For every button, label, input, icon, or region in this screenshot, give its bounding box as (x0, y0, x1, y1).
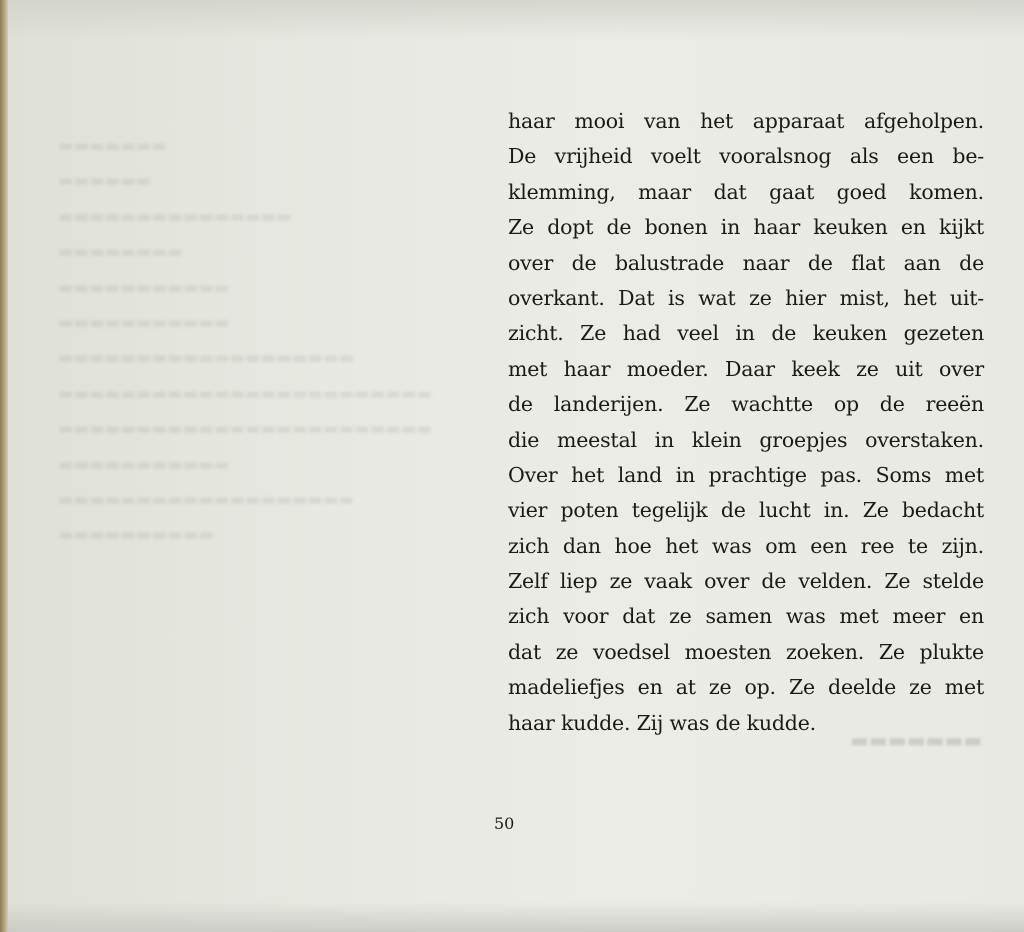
text-line: Zelf liep ze vaak over de velden. Ze stelde (508, 569, 984, 594)
text-line: haar mooi van het apparaat afgeholpen. (508, 109, 984, 133)
reverse-side-show-through: ▬▬▬▬▬▬▬ ▬▬▬▬▬▬ ▬▬▬▬▬▬▬▬▬▬▬▬▬▬▬ ▬▬▬▬▬▬▬▬ ▬▬▬▬▬▬▬▬▬▬▬ ▬▬▬▬▬▬▬▬▬▬▬ ▬▬▬▬▬▬▬▬▬▬▬▬▬▬▬▬▬▬▬ ▬▬▬▬▬▬▬▬▬▬▬▬▬▬▬▬▬▬▬▬▬▬▬▬ ▬▬▬▬▬▬▬▬▬▬▬▬▬▬▬▬▬▬▬▬▬▬▬▬ ▬▬▬▬▬▬▬▬▬▬▬ ▬▬▬▬▬▬▬▬▬▬▬▬▬▬▬▬▬▬▬ ▬▬▬▬▬▬▬▬▬▬ (58, 136, 433, 545)
text-line: met haar moeder. Daar keek ze uit over (508, 356, 984, 381)
text-line: De vrijheid voelt vooralsnog als een be- (508, 144, 984, 169)
text-line: Over het land in prachtige pas. Soms met (508, 462, 984, 487)
text-line: overkant. Dat is wat ze hier mist, het uit- (508, 285, 984, 310)
page-top-shadow (8, 0, 1024, 40)
text-line: zich voor dat ze samen was met meer en (508, 604, 984, 629)
text-line: zich dan hoe het was om een ree te zijn. (508, 533, 984, 558)
reverse-side-show-through-right: ▬▬▬▬▬▬▬ (850, 728, 983, 752)
text-line: die meestal in klein groepjes overstaken. (508, 427, 984, 452)
body-text (508, 104, 984, 741)
text-line: haar kudde. Zij was de kudde. (508, 710, 816, 735)
page-bottom-shadow (8, 902, 1024, 932)
text-line: dat ze voedsel moesten zoeken. Ze plukte (508, 639, 984, 664)
text-line: klemming, maar dat gaat goed komen. (508, 179, 984, 204)
page-number: 50 (494, 814, 515, 833)
text-line: Ze dopt de bonen in haar keuken en kijkt (508, 215, 984, 240)
text-line: vier poten tegelijk de lucht in. Ze bedacht (508, 498, 984, 523)
text-line: zicht. Ze had veel in de keuken gezeten (508, 321, 984, 346)
book-spine-edge (0, 0, 8, 932)
text-line: madeliefjes en at ze op. Ze deelde ze met (508, 675, 984, 700)
text-line: over de balustrade naar de flat aan de (508, 250, 984, 275)
text-line: de landerijen. Ze wachtte op de reeën (508, 392, 984, 417)
